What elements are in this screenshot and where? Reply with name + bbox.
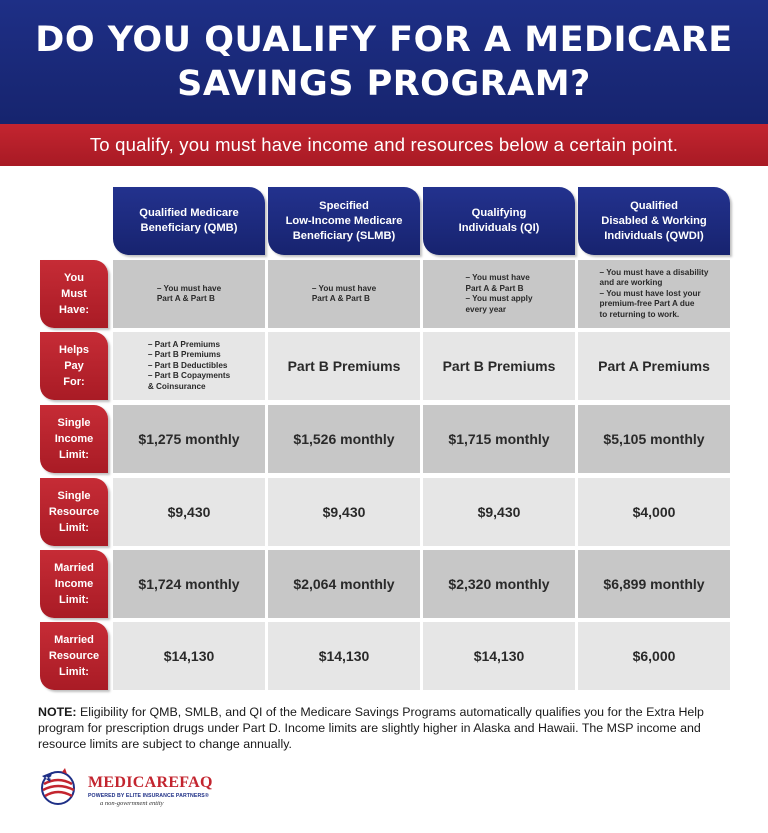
table-cell <box>578 260 730 328</box>
table-cell <box>268 260 420 328</box>
table-cell <box>113 260 265 328</box>
table-cell: $4,000 <box>578 478 730 546</box>
table-cell: $6,000 <box>578 622 730 690</box>
table-cell: $14,130 <box>423 622 575 690</box>
cell-text: – You must have a disability and are working – You must have lost your premium-free Part A due to returning to work. <box>599 267 709 319</box>
table-cell: $5,105 monthly <box>578 405 730 473</box>
subtitle-banner <box>0 124 768 166</box>
header-banner <box>0 0 768 124</box>
logo-brand: MEDICAREFAQ <box>88 774 213 791</box>
cell-text: – You must have Part A & Part B – You must apply every year <box>465 273 533 314</box>
table-cell: Part A Premiums <box>578 332 730 400</box>
table-cell: Part B Premiums <box>423 332 575 400</box>
flag-globe-icon <box>38 766 86 808</box>
table-cell <box>423 260 575 328</box>
table-cell: $1,526 monthly <box>268 405 420 473</box>
table-cell: $14,130 <box>113 622 265 690</box>
column-header-qmb: Qualified Medicare Beneficiary (QMB) <box>113 187 265 255</box>
page-title: DO YOU QUALIFY FOR A MEDICARE SAVINGS PROGRAM? <box>35 20 733 104</box>
table-cell: $9,430 <box>113 478 265 546</box>
table-cell: $9,430 <box>268 478 420 546</box>
table-cell: $1,275 monthly <box>113 405 265 473</box>
footnote-text: Eligibility for QMB, SMLB, and QI of the Medicare Savings Programs automatically qualifies you for the Extra Help program for prescription drugs under Part D. Income limits are slightly higher in Alaska and Hawaii. The MSP income and resource limits are subject to change annually. <box>38 705 704 752</box>
cell-text: – Part A Premiums – Part B Premiums – Part B Deductibles – Part B Copayments & Coinsurance <box>147 339 231 391</box>
cell-text: – You must have Part A & Part B <box>311 283 377 303</box>
column-header-qwdi: Qualified Disabled & Working Individuals (QWDI) <box>578 187 730 255</box>
table-cell: Part B Premiums <box>268 332 420 400</box>
row-label-must-have: You Must Have: <box>40 260 108 328</box>
svg-text:★★: ★★ <box>45 775 53 780</box>
table-cell: $2,320 monthly <box>423 550 575 618</box>
logo-tagline: a non-government entity <box>100 800 164 807</box>
logo-powered-by: POWERED BY ELITE INSURANCE PARTNERS® <box>88 793 209 799</box>
row-label-single-income: Single Income Limit: <box>40 405 108 473</box>
table-cell: $14,130 <box>268 622 420 690</box>
row-label-married-resource: Married Resource Limit: <box>40 622 108 690</box>
page-subtitle: To qualify, you must have income and resources below a certain point. <box>89 134 679 155</box>
row-label-single-resource: Single Resource Limit: <box>40 478 108 546</box>
footnote-prefix: NOTE: <box>38 705 77 719</box>
table-cell: $2,064 monthly <box>268 550 420 618</box>
column-header-slmb: Specified Low-Income Medicare Beneficiary (SLMB) <box>268 187 420 255</box>
table-cell: $6,899 monthly <box>578 550 730 618</box>
table-cell: $1,724 monthly <box>113 550 265 618</box>
column-header-qi: Qualifying Individuals (QI) <box>423 187 575 255</box>
cell-text: – You must have Part A & Part B <box>156 283 222 303</box>
medicarefaq-logo <box>38 766 238 810</box>
footnote <box>38 704 738 753</box>
table-cell: $9,430 <box>423 478 575 546</box>
table-cell <box>113 332 265 400</box>
row-label-helps-pay: Helps Pay For: <box>40 332 108 400</box>
table-cell: $1,715 monthly <box>423 405 575 473</box>
row-label-married-income: Married Income Limit: <box>40 550 108 618</box>
